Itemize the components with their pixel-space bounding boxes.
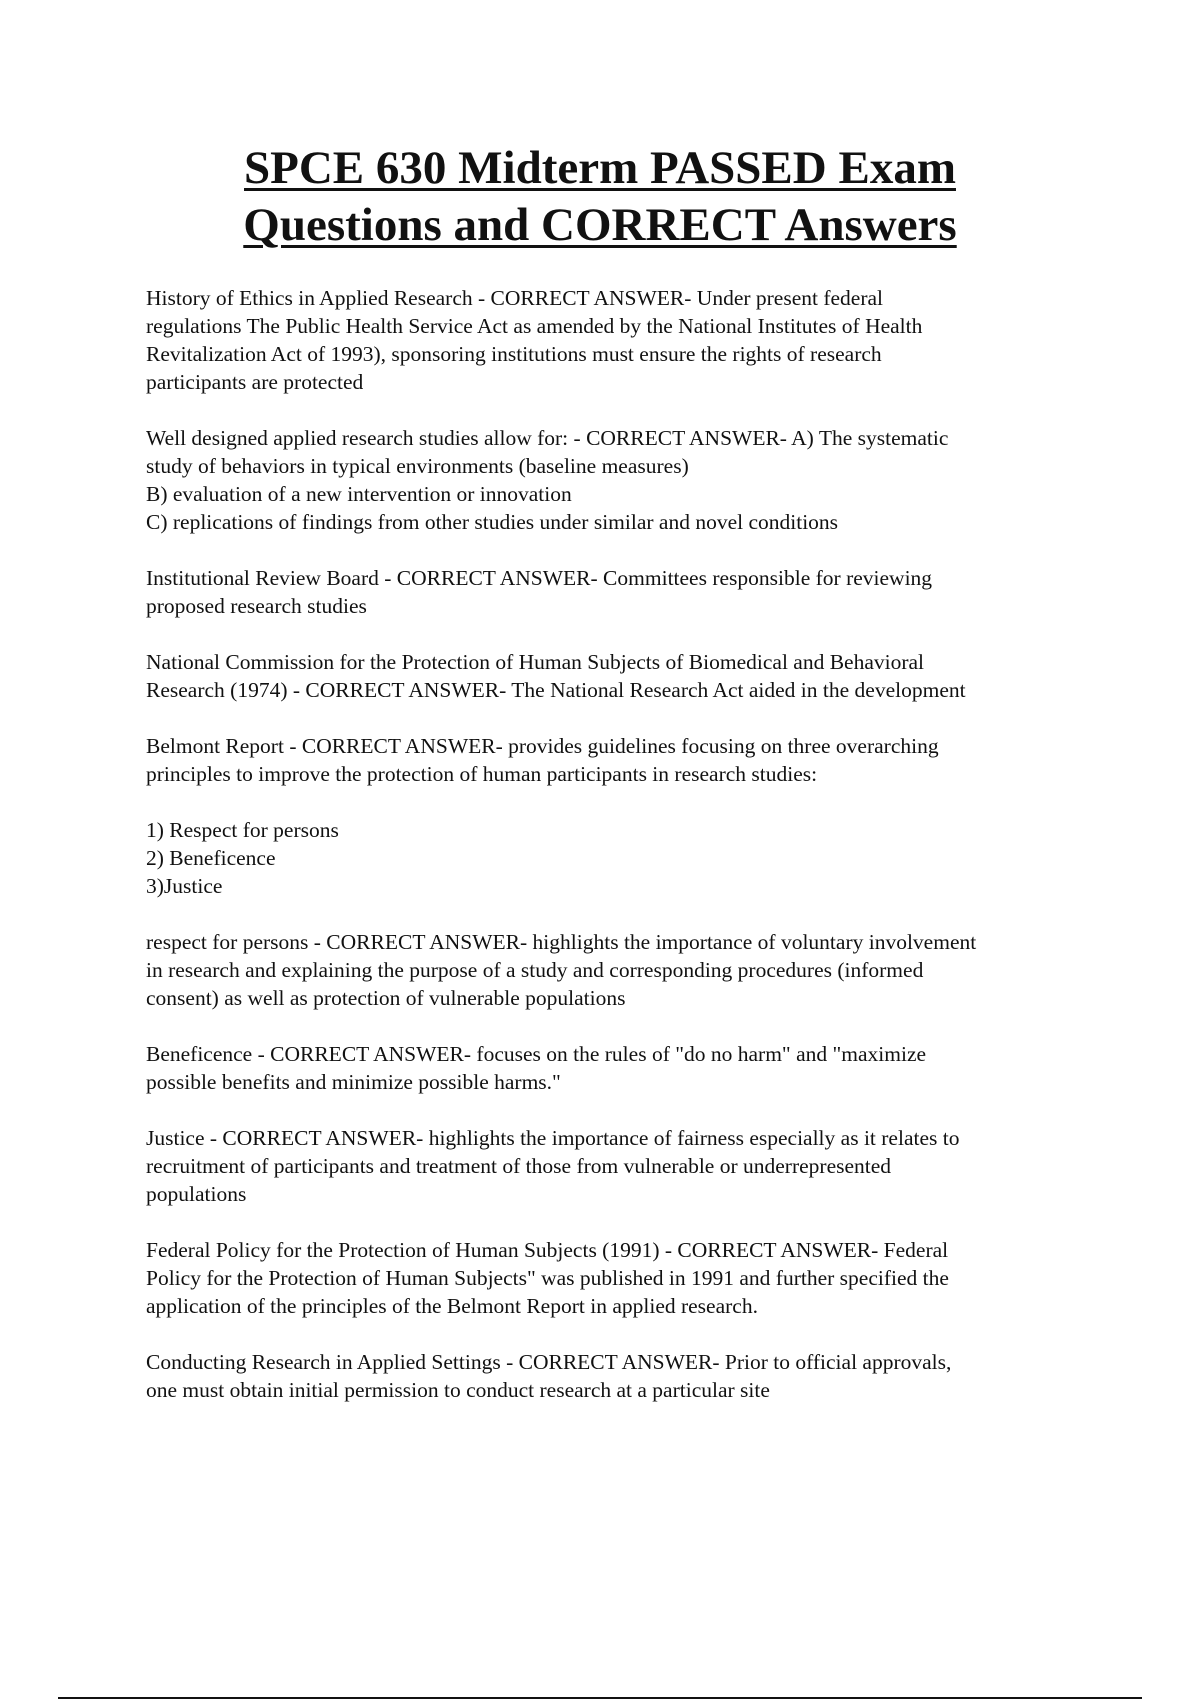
text-line: Well designed applied research studies allow for: - CORRECT ANSWER- A) The systematic xyxy=(146,426,949,450)
text-line: Federal Policy for the Protection of Human Subjects (1991) - CORRECT ANSWER- Federal xyxy=(146,1238,949,1262)
text-line: Institutional Review Board - CORRECT ANSWER- Committees responsible for reviewing xyxy=(146,566,933,590)
text-line: Justice - CORRECT ANSWER- highlights the importance of fairness especially as it relates to xyxy=(146,1126,960,1150)
text-line: History of Ethics in Applied Research - CORRECT ANSWER- Under present federal xyxy=(146,286,884,310)
text-line: in research and explaining the purpose of a study and corresponding procedures (informed xyxy=(146,958,924,982)
text-line: Beneficence - CORRECT ANSWER- focuses on the rules of "do no harm" and "maximize xyxy=(146,1042,927,1066)
qa-entry xyxy=(146,1236,1091,1320)
list-item: 3)Justice xyxy=(146,874,223,898)
text-line: Policy for the Protection of Human Subjects" was published in 1991 and further specified the xyxy=(146,1266,949,1290)
qa-entry xyxy=(146,284,1091,396)
qa-entry xyxy=(146,424,1091,536)
qa-entry xyxy=(146,1040,1091,1096)
text-line: Belmont Report - CORRECT ANSWER- provides guidelines focusing on three overarching xyxy=(146,734,939,758)
principles-list xyxy=(146,816,1091,900)
qa-entry xyxy=(146,1348,1091,1404)
footer-divider xyxy=(58,1697,1142,1699)
text-line: consent) as well as protection of vulnerable populations xyxy=(146,986,626,1010)
text-line: respect for persons - CORRECT ANSWER- highlights the importance of voluntary involvement xyxy=(146,930,977,954)
text-line: possible benefits and minimize possible harms." xyxy=(146,1070,561,1094)
text-line: Revitalization Act of 1993), sponsoring institutions must ensure the rights of research xyxy=(146,342,882,366)
text-line: regulations The Public Health Service Act as amended by the National Institutes of Health xyxy=(146,314,923,338)
qa-entry xyxy=(146,928,1091,1012)
text-line: proposed research studies xyxy=(146,594,367,618)
qa-entry xyxy=(146,564,1091,620)
text-line: National Commission for the Protection of Human Subjects of Biomedical and Behavioral xyxy=(146,650,925,674)
document-title xyxy=(120,140,1080,254)
text-line: populations xyxy=(146,1182,247,1206)
qa-entry xyxy=(146,648,1091,704)
title-line: Questions and CORRECT Answers xyxy=(243,199,957,251)
text-line: one must obtain initial permission to conduct research at a particular site xyxy=(146,1378,770,1402)
title-line: SPCE 630 Midterm PASSED Exam xyxy=(244,142,956,194)
text-line: Research (1974) - CORRECT ANSWER- The National Research Act aided in the development xyxy=(146,678,966,702)
text-line: principles to improve the protection of human participants in research studies: xyxy=(146,762,818,786)
text-line: B) evaluation of a new intervention or innovation xyxy=(146,482,572,506)
text-line: application of the principles of the Belmont Report in applied research. xyxy=(146,1294,758,1318)
text-line: recruitment of participants and treatment of those from vulnerable or underrepresented xyxy=(146,1154,892,1178)
text-line: study of behaviors in typical environments (baseline measures) xyxy=(146,454,689,478)
text-line: participants are protected xyxy=(146,370,364,394)
qa-entry xyxy=(146,1124,1091,1208)
document-body xyxy=(146,284,1091,1432)
text-line: C) replications of findings from other studies under similar and novel conditions xyxy=(146,510,839,534)
text-line: Conducting Research in Applied Settings - CORRECT ANSWER- Prior to official approvals, xyxy=(146,1350,952,1374)
qa-entry xyxy=(146,732,1091,788)
list-item: 2) Beneficence xyxy=(146,846,276,870)
list-item: 1) Respect for persons xyxy=(146,818,339,842)
